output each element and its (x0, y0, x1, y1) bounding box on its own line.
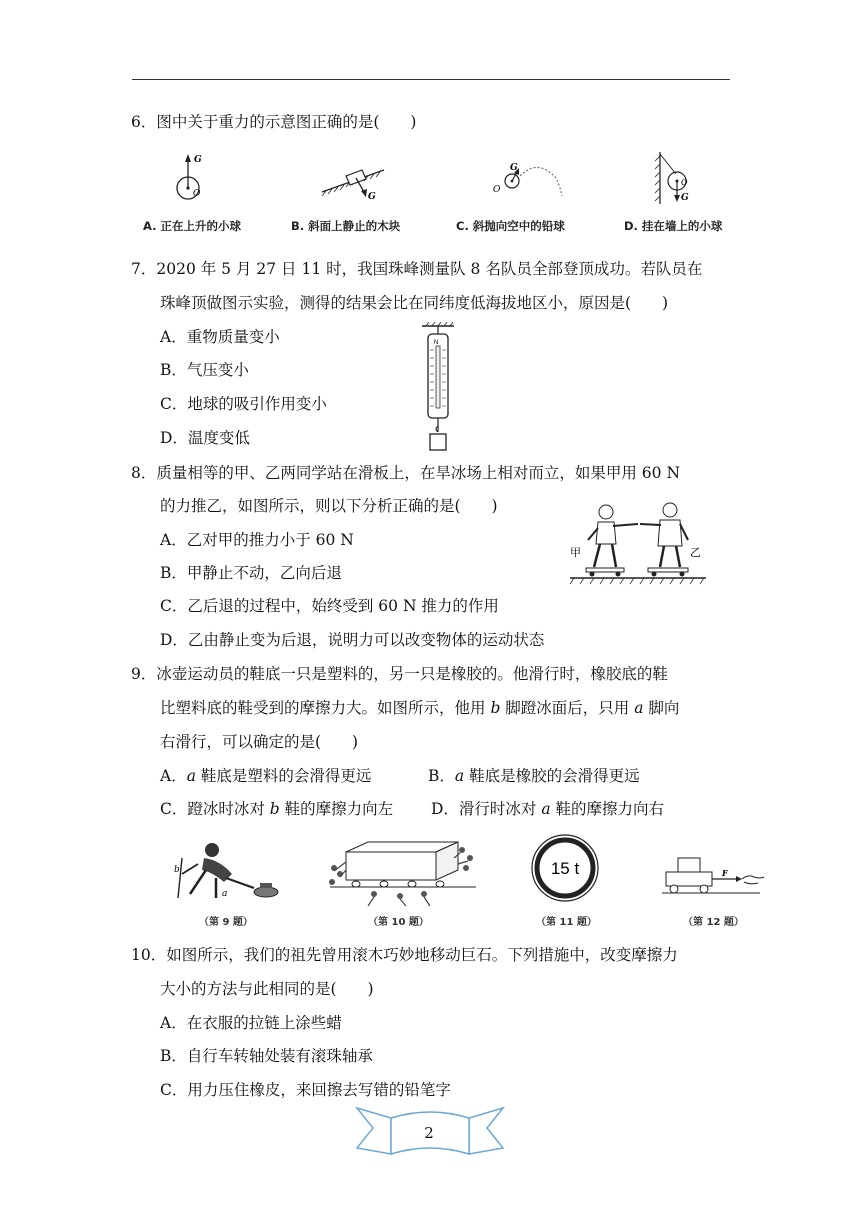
q6-figures (150, 148, 750, 210)
svg-text:G: G (681, 193, 689, 203)
header-rule (132, 79, 730, 80)
q7-option-a: A．重物质量变小 (160, 328, 280, 346)
fig-caption-10: （第 10 题） (368, 917, 429, 928)
q7-stem-line1: 7．2020 年 5 月 27 日 11 时，我国珠峰测量队 8 名队员全部登顶成功。若队员在 (131, 260, 703, 278)
svg-text:a: a (222, 889, 228, 899)
q6a-o-label: O (193, 189, 201, 199)
q10-option-c: C．用力压住橡皮，来回擦去写错的铅笔字 (160, 1081, 451, 1099)
svg-text:G: G (510, 163, 518, 173)
curling-figure (168, 838, 284, 908)
q7-option-c: C．地球的吸引作用变小 (160, 395, 327, 413)
q6-figure-c (493, 163, 562, 196)
svg-text:b: b (174, 865, 180, 875)
svg-text:N: N (434, 340, 439, 346)
rolling-logs-figure (326, 838, 480, 908)
q8-stem-line2: 的力推乙，如图所示，则以下分析正确的是( ) (160, 497, 498, 515)
q8-option-d: D．乙由静止变为后退，说明力可以改变物体的运动状态 (160, 631, 545, 649)
q6-stem: 6．图中关于重力的示意图正确的是( ) (131, 113, 417, 131)
q9-stem-line2: 比塑料底的鞋受到的摩擦力大。如图所示，他用 b 脚蹬冰面后，只用 a 脚向 (160, 699, 680, 717)
q9-option-c: C．蹬冰时冰对 b 鞋的摩擦力向左 (160, 800, 394, 818)
fig-caption-12: （第 12 题） (683, 917, 744, 928)
q10-stem-line1: 10．如图所示，我们的祖先曾用滚木巧妙地移动巨石。下列措施中，改变摩擦力 (131, 946, 678, 964)
svg-text:O: O (681, 178, 688, 187)
q6-caption-b: B. 斜面上静止的木块 (291, 219, 401, 233)
svg-text:O: O (493, 185, 501, 195)
q9-stem-line1: 9．冰壶运动员的鞋底一只是塑料的，另一只是橡胶的。他滑行时，橡胶底的鞋 (131, 665, 668, 683)
q9-option-b: B．a 鞋底是橡胶的会滑得更远 (428, 767, 640, 785)
q8-option-c: C．乙后退的过程中，始终受到 60 N 推力的作用 (160, 597, 499, 615)
q6-caption-c: C. 斜抛向空中的铅球 (456, 219, 565, 233)
skateboard-push-figure (566, 494, 710, 588)
weight-limit-sign-figure (530, 832, 600, 908)
q8-stem-line1: 8．质量相等的甲、乙两同学站在滑板上，在旱冰场上相对而立，如果甲用 60 N (131, 464, 681, 482)
weight-limit-text: 15 t (550, 859, 580, 878)
cart-pull-figure (660, 852, 768, 902)
force-f-label: F (722, 868, 728, 878)
q7-stem-line2: 珠峰顶做图示实验，测得的结果会比在同纬度低海拔地区小，原因是( ) (160, 294, 669, 312)
q9-stem-line3: 右滑行，可以确定的是( ) (160, 733, 359, 751)
fig-caption-9: （第 9 题） (199, 917, 253, 928)
q9-option-a: A．a 鞋底是塑料的会滑得更远 (160, 767, 372, 785)
q10-option-b: B．自行车转轴处装有滚珠轴承 (160, 1047, 373, 1065)
q9-option-d: D．滑行时冰对 a 鞋的摩擦力向右 (431, 800, 665, 818)
spring-scale-figure (418, 322, 458, 454)
q6-figure-a (177, 154, 202, 199)
q8-option-b: B．甲静止不动，乙向后退 (160, 564, 342, 582)
yi-label: 乙 (690, 546, 701, 559)
q6-caption-a: A. 正在上升的小球 (143, 219, 241, 233)
jia-label: 甲 (570, 546, 581, 559)
q7-option-b: B．气压变小 (160, 361, 249, 379)
q8-option-a: A．乙对甲的推力小于 60 N (160, 531, 354, 549)
q6-caption-d: D. 挂在墙上的小球 (624, 219, 723, 233)
q6a-g-label: G (194, 155, 202, 165)
q6-figure-d (655, 152, 689, 204)
q10-option-a: A．在衣服的拉链上涂些蜡 (160, 1014, 342, 1032)
page-number: 2 (424, 1124, 434, 1142)
q10-stem-line2: 大小的方法与此相同的是( ) (160, 980, 374, 998)
fig-caption-11: （第 11 题） (536, 917, 597, 928)
q6-figure-b (322, 170, 384, 202)
svg-text:G: G (368, 192, 376, 202)
q7-option-d: D．温度变低 (160, 429, 250, 447)
